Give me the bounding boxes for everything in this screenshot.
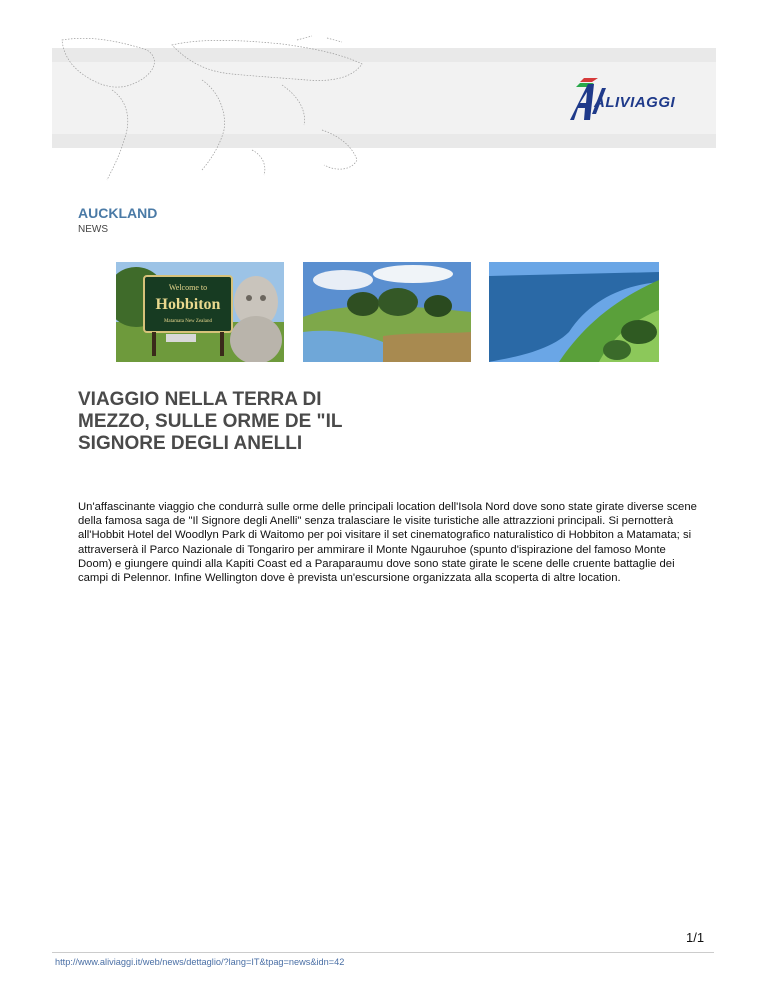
- photo-hobbit-hills: [303, 262, 471, 362]
- article-body: Un'affascinante viaggio che condurrà sulle orme delle principali location dell'Isola Nord dove sono state girate diverse scene della famosa saga de "Il Signore degli Anelli" senza tralasciare le visite turistiche alle attrazzioni principali. Si pernotterà all'Hobbit Hotel del Woodlyn Park di Waitomo per poi visitare il set cinematografico naturalistico di Hobbiton a Matamata; si attraverserà il Parco Nazionale di Tongariro per ammirare il Monte Ngauruhoe (spunto d'ispirazione del famoso Monte Doom) e giungere quindi alla Kapiti Coast ed a Paraparaumu dove sono state girate le scene delle cruente battaglie dei campi di Pelennor. Infine Wellington dove è prevista un'escursione organizzata alla scoperta di altre location.: [78, 501, 697, 585]
- photo-hobbiton-sign: [116, 262, 284, 362]
- sign-hobbiton: Hobbiton: [155, 296, 221, 313]
- article-title: VIAGGIO NELLA TERRA DI MEZZO, SULLE ORME DE "IL SIGNORE DEGLI ANELLI: [78, 389, 343, 454]
- category-label: NEWS: [78, 224, 108, 235]
- world-map-graphic: [52, 30, 392, 190]
- brand-name: ALIVIAGGI: [594, 94, 676, 111]
- sign-subtitle: Matamata New Zealand: [163, 319, 213, 324]
- footer-divider: [52, 952, 714, 953]
- city-heading: AUCKLAND: [78, 205, 158, 221]
- sign-welcome: Welcome to: [168, 283, 208, 292]
- footer-url-link[interactable]: http://www.aliviaggi.it/web/news/dettaglio/?lang=IT&tpag=news&idn=42: [55, 957, 345, 967]
- page-number: 1/1: [686, 930, 705, 945]
- photo-kapiti-coast: [489, 262, 659, 362]
